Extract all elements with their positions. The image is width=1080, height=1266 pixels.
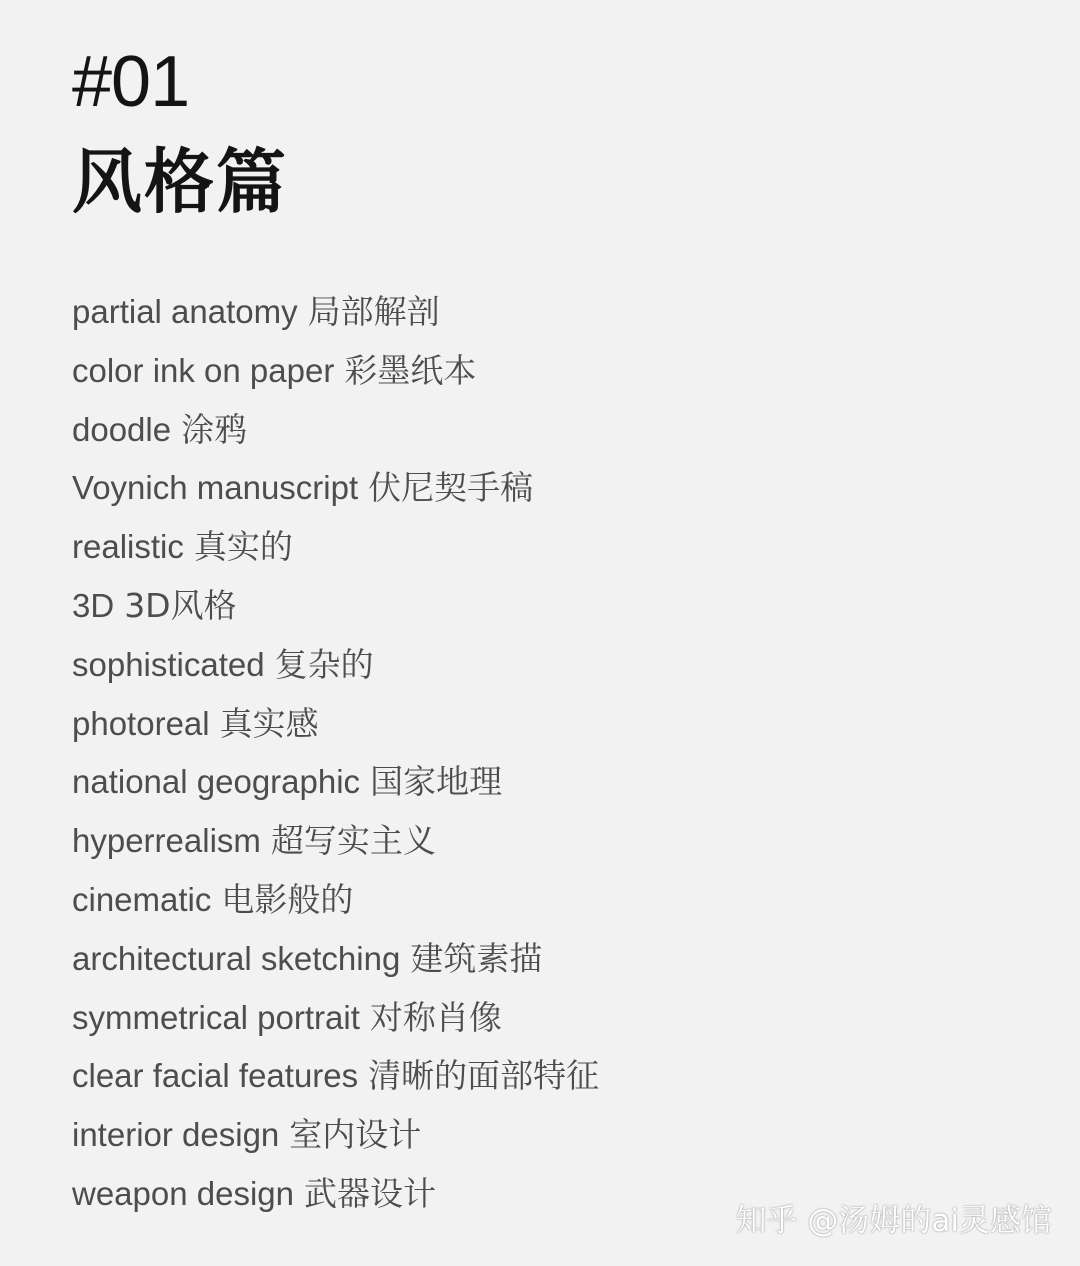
- list-item: [72, 283, 599, 342]
- watermark: 知乎 @汤姆的ai灵感馆: [735, 1203, 1052, 1239]
- list-item: [72, 401, 599, 460]
- term-english: national geographic: [72, 763, 361, 801]
- term-chinese: 真实的: [193, 527, 293, 567]
- list-item: [72, 1047, 599, 1106]
- term-english: photoreal: [72, 704, 210, 742]
- term-chinese: 电影般的: [221, 879, 354, 919]
- list-item: [72, 342, 599, 401]
- term-english: color ink on paper: [72, 351, 335, 389]
- term-english: realistic: [72, 528, 184, 566]
- list-item: [72, 930, 599, 989]
- list-item: [72, 636, 599, 695]
- term-english: sophisticated: [72, 645, 265, 683]
- list-item: [72, 695, 599, 754]
- term-chinese: 涂鸦: [181, 409, 248, 449]
- term-english: weapon design: [72, 1174, 295, 1212]
- term-english: symmetrical portrait: [72, 998, 360, 1036]
- term-english: hyperrealism: [72, 822, 261, 860]
- term-chinese: 超写实主义: [270, 821, 436, 861]
- list-item: [72, 871, 599, 930]
- section-number: #01: [72, 42, 190, 122]
- list-item: [72, 989, 599, 1048]
- list-item: [72, 577, 599, 636]
- term-english: doodle: [72, 410, 172, 448]
- term-english: clear facial features: [72, 1057, 359, 1095]
- list-item: [72, 753, 599, 812]
- term-chinese: 真实感: [219, 703, 319, 743]
- term-chinese: 对称肖像: [369, 997, 502, 1037]
- term-chinese: 局部解剖: [307, 292, 440, 331]
- term-english: interior design: [72, 1116, 280, 1154]
- page-header: [72, 40, 288, 230]
- term-chinese: 伏尼契手稿: [368, 468, 534, 508]
- term-chinese: 建筑素描: [410, 938, 543, 978]
- list-item: [72, 1106, 599, 1165]
- list-item: [72, 812, 599, 871]
- term-chinese: 清晰的面部特征: [368, 1056, 600, 1096]
- term-chinese: 室内设计: [289, 1115, 422, 1155]
- term-english: cinematic: [72, 880, 212, 918]
- term-chinese: 3D风格: [124, 585, 237, 625]
- term-english: partial anatomy: [72, 293, 298, 330]
- list-item: [72, 1165, 599, 1224]
- term-chinese: 国家地理: [370, 762, 503, 802]
- term-chinese: 彩墨纸本: [344, 350, 477, 390]
- term-english: architectural sketching: [72, 939, 401, 977]
- term-english: 3D: [72, 586, 115, 624]
- list-item: [72, 459, 599, 518]
- section-title: 风格篇: [72, 141, 288, 223]
- term-chinese: 武器设计: [304, 1173, 437, 1213]
- term-english: Voynich manuscript: [72, 469, 359, 507]
- term-chinese: 复杂的: [274, 644, 374, 684]
- term-list: [72, 283, 599, 1224]
- list-item: [72, 518, 599, 577]
